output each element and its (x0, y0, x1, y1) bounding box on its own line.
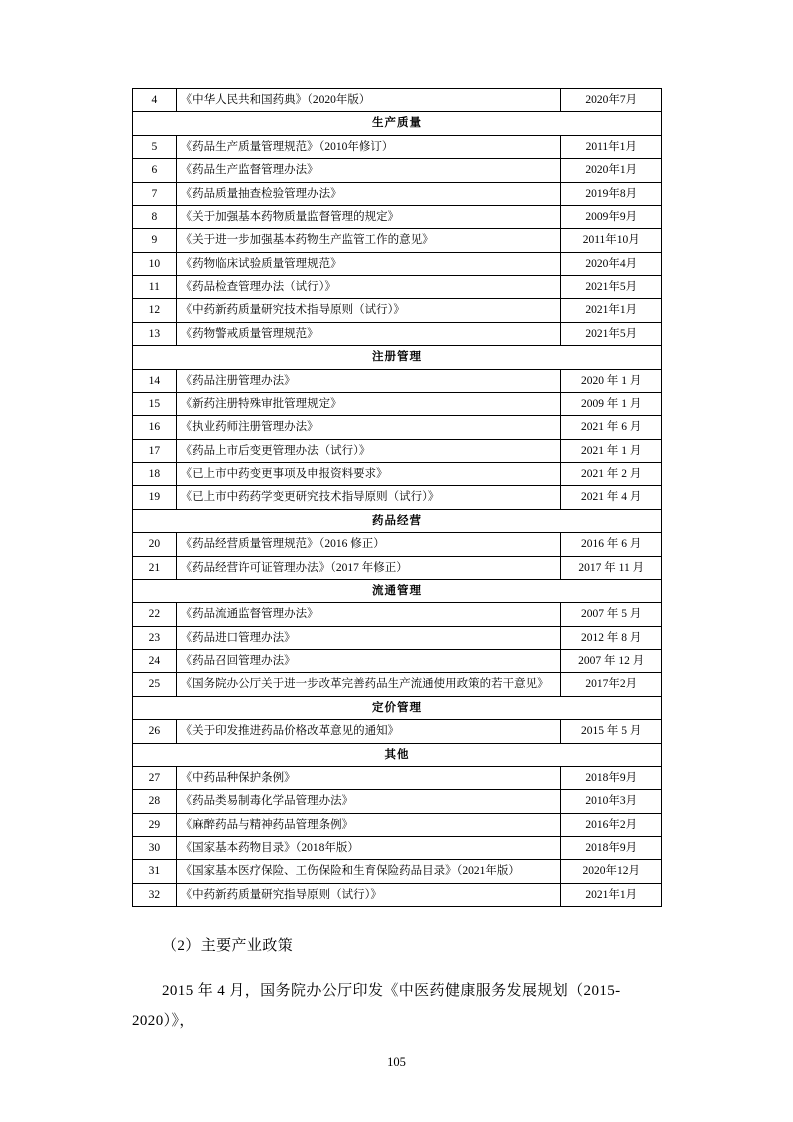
row-number: 13 (133, 322, 177, 345)
row-date: 2018年9月 (561, 766, 662, 789)
row-date: 2021 年 6 月 (561, 416, 662, 439)
table-row (133, 322, 662, 345)
table-row (133, 369, 662, 392)
row-regulation-name: 《国家基本药物目录》（2018年版） (176, 837, 561, 860)
table-row (133, 299, 662, 322)
row-date: 2018年9月 (561, 837, 662, 860)
row-regulation-name: 《药品经营许可证管理办法》（2017 年修正） (176, 556, 561, 579)
row-regulation-name: 《药品生产监督管理办法》 (176, 159, 561, 182)
row-regulation-name: 《药品质量抽查检验管理办法》 (176, 182, 561, 205)
row-date: 2009年9月 (561, 205, 662, 228)
table-row (133, 89, 662, 112)
table-row (133, 533, 662, 556)
table-row (133, 837, 662, 860)
row-regulation-name: 《关于加强基本药物质量监督管理的规定》 (176, 205, 561, 228)
row-regulation-name: 《药品经营质量管理规范》（2016 修正） (176, 533, 561, 556)
row-regulation-name: 《执业药师注册管理办法》 (176, 416, 561, 439)
row-number: 11 (133, 276, 177, 299)
table-row (133, 486, 662, 509)
row-regulation-name: 《中华人民共和国药典》（2020年版） (176, 89, 561, 112)
row-regulation-name: 《关于印发推进药品价格改革意见的通知》 (176, 720, 561, 743)
row-date: 2007 年 5 月 (561, 603, 662, 626)
row-regulation-name: 《药物临床试验质量管理规范》 (176, 252, 561, 275)
table-section-row (133, 743, 662, 766)
row-regulation-name: 《药品上市后变更管理办法（试行）》 (176, 439, 561, 462)
row-number: 28 (133, 790, 177, 813)
table-row (133, 790, 662, 813)
paragraph-industry-policy-heading: （2）主要产业政策 (162, 938, 294, 955)
row-regulation-name: 《中药品种保护条例》 (176, 766, 561, 789)
table-row (133, 205, 662, 228)
row-regulation-name: 《已上市中药变更事项及申报资料要求》 (176, 463, 561, 486)
row-date: 2021年5月 (561, 322, 662, 345)
row-date: 2017 年 11 月 (561, 556, 662, 579)
row-date: 2020年4月 (561, 252, 662, 275)
row-number: 30 (133, 837, 177, 860)
table-row (133, 766, 662, 789)
row-date: 2021年5月 (561, 276, 662, 299)
row-regulation-name: 《药品生产质量管理规范》（2010年修订） (176, 135, 561, 158)
table-row (133, 392, 662, 415)
table-row (133, 626, 662, 649)
table-row (133, 252, 662, 275)
row-number: 10 (133, 252, 177, 275)
row-regulation-name: 《药品流通监督管理办法》 (176, 603, 561, 626)
row-date: 2015 年 5 月 (561, 720, 662, 743)
row-regulation-name: 《药品类易制毒化学品管理办法》 (176, 790, 561, 813)
row-number: 26 (133, 720, 177, 743)
row-regulation-name: 《药品进口管理办法》 (176, 626, 561, 649)
row-number: 21 (133, 556, 177, 579)
row-number: 23 (133, 626, 177, 649)
regulations-table (132, 88, 662, 907)
row-number: 4 (133, 89, 177, 112)
table-section-row (133, 112, 662, 135)
table-section-row (133, 579, 662, 602)
row-date: 2009 年 1 月 (561, 392, 662, 415)
row-number: 16 (133, 416, 177, 439)
table-row (133, 673, 662, 696)
table-section-row (133, 346, 662, 369)
row-regulation-name: 《国务院办公厅关于进一步改革完善药品生产流通使用政策的若干意见》 (176, 673, 561, 696)
section-title: 流通管理 (133, 579, 662, 602)
row-date: 2017年2月 (561, 673, 662, 696)
row-number: 22 (133, 603, 177, 626)
row-number: 19 (133, 486, 177, 509)
row-number: 31 (133, 860, 177, 883)
row-date: 2021 年 4 月 (561, 486, 662, 509)
row-date: 2021年1月 (561, 299, 662, 322)
row-date: 2012 年 8 月 (561, 626, 662, 649)
section-title: 注册管理 (133, 346, 662, 369)
table-row (133, 813, 662, 836)
row-date: 2016年2月 (561, 813, 662, 836)
row-date: 2016 年 6 月 (561, 533, 662, 556)
table-section-row (133, 509, 662, 532)
row-number: 20 (133, 533, 177, 556)
row-number: 6 (133, 159, 177, 182)
table-row (133, 439, 662, 462)
row-date: 2007 年 12 月 (561, 650, 662, 673)
table-row (133, 720, 662, 743)
row-date: 2020年7月 (561, 89, 662, 112)
row-regulation-name: 《麻醉药品与精神药品管理条例》 (176, 813, 561, 836)
row-number: 15 (133, 392, 177, 415)
row-number: 9 (133, 229, 177, 252)
row-number: 17 (133, 439, 177, 462)
row-number: 29 (133, 813, 177, 836)
page-number: 105 (387, 1055, 406, 1069)
row-date: 2010年3月 (561, 790, 662, 813)
row-regulation-name: 《已上市中药药学变更研究技术指导原则（试行）》 (176, 486, 561, 509)
table-row (133, 416, 662, 439)
row-number: 32 (133, 883, 177, 906)
section-title: 药品经营 (133, 509, 662, 532)
row-date: 2020年12月 (561, 860, 662, 883)
row-regulation-name: 《药品检查管理办法（试行）》 (176, 276, 561, 299)
table-row (133, 135, 662, 158)
row-date: 2021 年 1 月 (561, 439, 662, 462)
row-date: 2021年1月 (561, 883, 662, 906)
table-row (133, 463, 662, 486)
row-date: 2019年8月 (561, 182, 662, 205)
table-row (133, 182, 662, 205)
row-number: 14 (133, 369, 177, 392)
row-regulation-name: 《药品注册管理办法》 (176, 369, 561, 392)
row-regulation-name: 《新药注册特殊审批管理规定》 (176, 392, 561, 415)
table-row (133, 883, 662, 906)
section-title: 其他 (133, 743, 662, 766)
row-date: 2020年1月 (561, 159, 662, 182)
row-date: 2020 年 1 月 (561, 369, 662, 392)
row-number: 12 (133, 299, 177, 322)
table-section-row (133, 696, 662, 719)
regulations-table-body (133, 89, 662, 907)
row-date: 2011年1月 (561, 135, 662, 158)
table-row (133, 276, 662, 299)
table-row (133, 603, 662, 626)
row-date: 2011年10月 (561, 229, 662, 252)
table-row (133, 860, 662, 883)
row-regulation-name: 《药品召回管理办法》 (176, 650, 561, 673)
row-date: 2021 年 2 月 (561, 463, 662, 486)
table-row (133, 556, 662, 579)
row-number: 7 (133, 182, 177, 205)
row-regulation-name: 《中药新药质量研究技术指导原则（试行）》 (176, 299, 561, 322)
section-title: 生产质量 (133, 112, 662, 135)
row-number: 24 (133, 650, 177, 673)
table-row (133, 229, 662, 252)
row-number: 18 (133, 463, 177, 486)
row-regulation-name: 《中药新药质量研究指导原则（试行）》 (176, 883, 561, 906)
table-row (133, 650, 662, 673)
row-number: 8 (133, 205, 177, 228)
row-regulation-name: 《药物警戒质量管理规范》 (176, 322, 561, 345)
section-title: 定价管理 (133, 696, 662, 719)
row-number: 27 (133, 766, 177, 789)
row-regulation-name: 《国家基本医疗保险、工伤保险和生育保险药品目录》（2021年版） (176, 860, 561, 883)
row-regulation-name: 《关于进一步加强基本药物生产监管工作的意见》 (176, 229, 561, 252)
row-number: 5 (133, 135, 177, 158)
table-row (133, 159, 662, 182)
row-number: 25 (133, 673, 177, 696)
paragraph-policy-text: 2015 年 4 月，国务院办公厅印发《中医药健康服务发展规划（2015-2020）》， (132, 983, 621, 1030)
